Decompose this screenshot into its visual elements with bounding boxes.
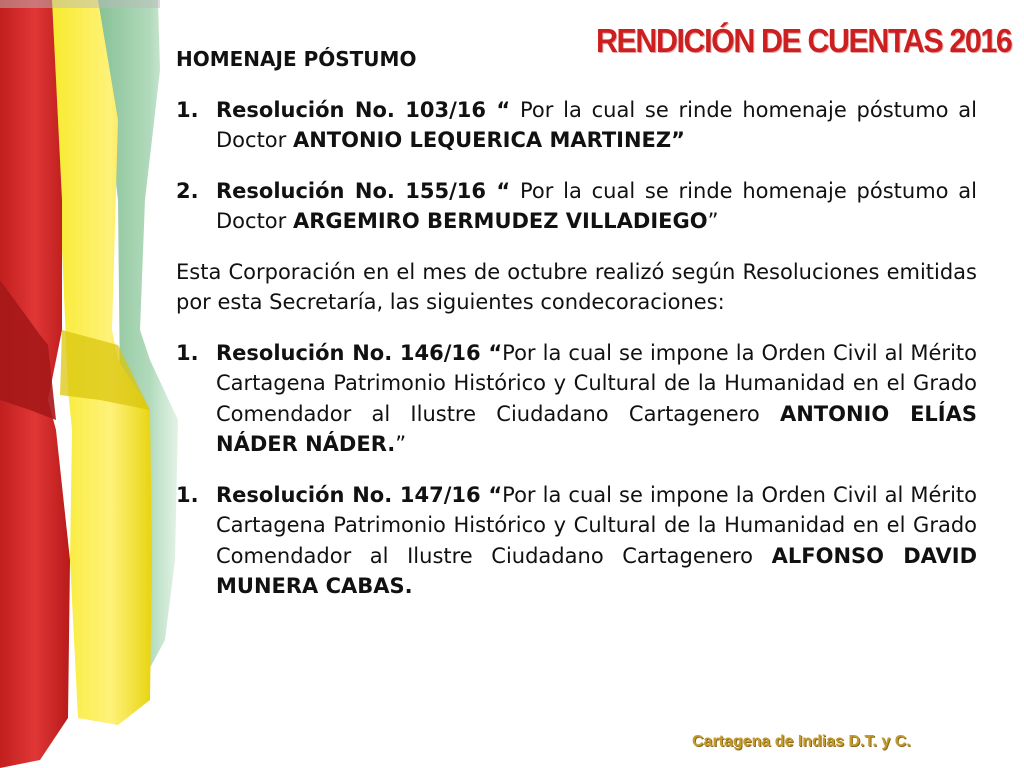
- open-quote: “: [480, 340, 503, 365]
- resolution-text: Por la cual se rinde homenaje póstumo al Doctor: [216, 97, 977, 152]
- honoree-name: ANTONIO LEQUERICA MARTINEZ”: [292, 128, 685, 152]
- close-quote: ”: [707, 209, 719, 233]
- open-quote: “: [480, 482, 503, 507]
- open-quote: “: [486, 178, 511, 203]
- resolution-label: Resolución No. 146/16: [216, 340, 481, 365]
- list-number: 1.: [176, 340, 199, 365]
- list-number: 1.: [176, 97, 199, 122]
- resolution-label: Resolución No. 103/16: [216, 97, 487, 122]
- condecoracion-item: [176, 338, 977, 460]
- condecoracion-item: [176, 480, 977, 602]
- slide-content: [176, 44, 977, 622]
- intro-paragraph: Esta Corporación en el mes de octubre realizó según Resoluciones emitidas por esta Secretaría, las siguientes condecoraciones:: [176, 259, 977, 314]
- honoree-name: ARGEMIRO BERMUDEZ VILLADIEGO: [292, 209, 708, 233]
- resolution-text: Por la cual se impone la Orden Civil al Mérito Cartagena Patrimonio Histórico y Cultural de la Humanidad en el Grado Comendador al Ilustre Ciudadano Cartagenero: [216, 340, 977, 426]
- homenaje-item: [176, 176, 977, 237]
- resolution-label: Resolución No. 147/16: [216, 482, 481, 507]
- footer-city-name: Cartagena de Indias D.T. y C.: [692, 733, 911, 750]
- list-number: 2.: [176, 178, 199, 203]
- homenaje-item: [176, 95, 977, 156]
- slide-title: RENDICIÓN DE CUENTAS 2016: [596, 22, 1012, 59]
- resolution-label: Resolución No. 155/16: [216, 178, 487, 203]
- close-quote: ”: [395, 432, 407, 456]
- open-quote: “: [486, 97, 511, 122]
- resolution-text: Por la cual se impone la Orden Civil al Mérito Cartagena Patrimonio Histórico y Cultural de la Humanidad en el Grado Comendador al Ilustre Ciudadano Cartagenero: [216, 482, 977, 568]
- list-number: 1.: [176, 482, 199, 507]
- honoree-name: ALFONSO DAVID MUNERA CABAS.: [216, 543, 977, 598]
- resolution-text: Por la cual se rinde homenaje póstumo al Doctor: [216, 178, 977, 233]
- section-heading: HOMENAJE PÓSTUMO: [176, 47, 417, 71]
- honoree-name: ANTONIO ELÍAS NÁDER NÁDER.: [216, 401, 977, 456]
